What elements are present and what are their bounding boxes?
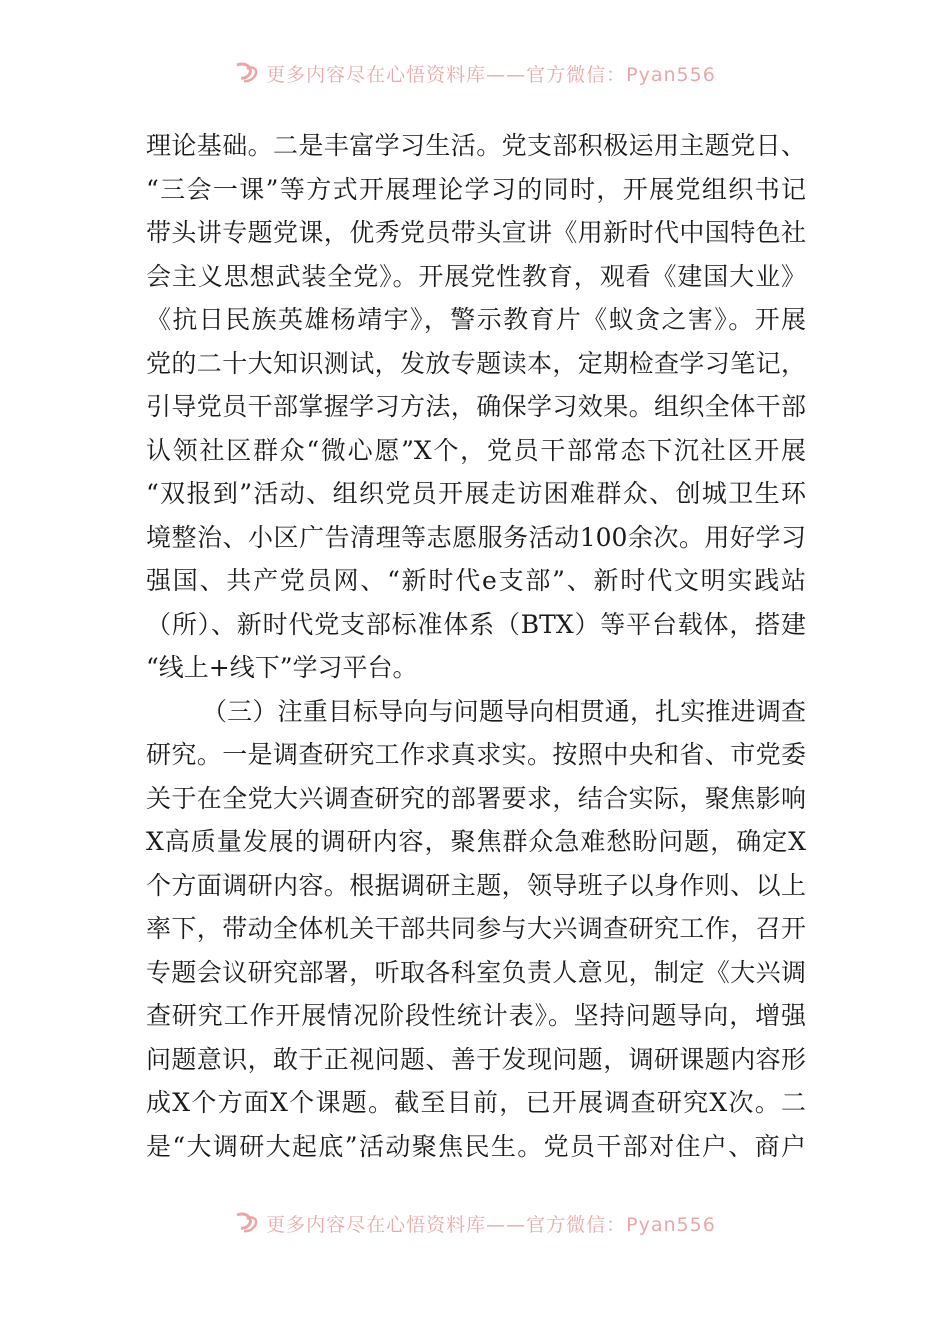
text-line: 是“大调研大起底”活动聚焦民生。党员干部对住户、商户 (146, 1131, 806, 1161)
text-line: 会主义思想武装全党》。开展党性教育，观看《建国大业》 (146, 261, 806, 291)
text-line: X高质量发展的调研内容，聚焦群众急难愁盼问题，确定X (146, 827, 806, 856)
text-line: 个方面调研内容。根据调研主题，领导班子以身作则、以上 (146, 870, 806, 900)
text-line: “线上+线下”学习平台。 (146, 653, 418, 682)
text-line: （所）、新时代党支部标准体系（BTX）等平台载体，搭建 (146, 609, 806, 639)
text-line: 引导党员干部掌握学习方法，确保学习效果。组织全体干部 (146, 392, 806, 421)
text-line: 理论基础。二是丰富学习生活。党支部积极运用主题党日、 (146, 131, 806, 160)
text-line: “三会一课”等方式开展理论学习的同时，开展党组织书记 (146, 174, 806, 204)
text-line: 关于在全党大兴调查研究的部署要求，结合实际，聚焦影响 (146, 783, 806, 813)
text-line: 研究。一是调查研究工作求真求实。按照中央和省、市党委 (146, 740, 806, 769)
watermark-text: 更多内容尽在心悟资料库——官方微信：Pyan556 (266, 1213, 716, 1236)
text-line: 问题意识，敢于正视问题、善于发现问题，调研课题内容形 (146, 1044, 806, 1074)
section-heading-line: （三）注重目标导向与问题导向相贯通，扎实推进调查 (202, 696, 806, 726)
text-line: 专题会议研究部署，听取各科室负责人意见，制定《大兴调 (146, 957, 806, 987)
header-watermark (0, 58, 950, 88)
text-line: 带头讲专题党课，优秀党员带头宣讲《用新时代中国特色社 (146, 218, 806, 247)
footer-watermark (0, 1208, 950, 1238)
watermark-text: 更多内容尽在心悟资料库——官方微信：Pyan556 (266, 63, 716, 86)
text-line: 党的二十大知识测试，发放专题读本，定期检查学习笔记， (146, 348, 806, 378)
text-line: 率下，带动全体机关干部共同参与大兴调查研究工作，召开 (146, 914, 806, 943)
text-line: 成X个方面X个课题。截至目前，已开展调查研究X次。二 (146, 1088, 806, 1117)
watermark-logo-icon (234, 61, 260, 85)
watermark-logo-icon (234, 1211, 260, 1235)
paragraph-2 (146, 690, 806, 1169)
document-body (146, 124, 806, 1168)
text-line: “双报到”活动、组织党员开展走访困难群众、创城卫生环 (146, 479, 806, 508)
text-line: 强国、共产党员网、“新时代e支部”、新时代文明实践站 (146, 566, 806, 595)
paragraph-1 (146, 124, 806, 690)
text-line: 境整治、小区广告清理等志愿服务活动100余次。用好学习 (146, 522, 806, 552)
text-line: 《抗日民族英雄杨靖宇》，警示教育片《蚁贪之害》。开展 (146, 305, 806, 334)
text-line: 认领社区群众“微心愿”X个，党员干部常态下沉社区开展 (146, 435, 806, 465)
text-line: 查研究工作开展情况阶段性统计表》。坚持问题导向，增强 (146, 1001, 806, 1030)
